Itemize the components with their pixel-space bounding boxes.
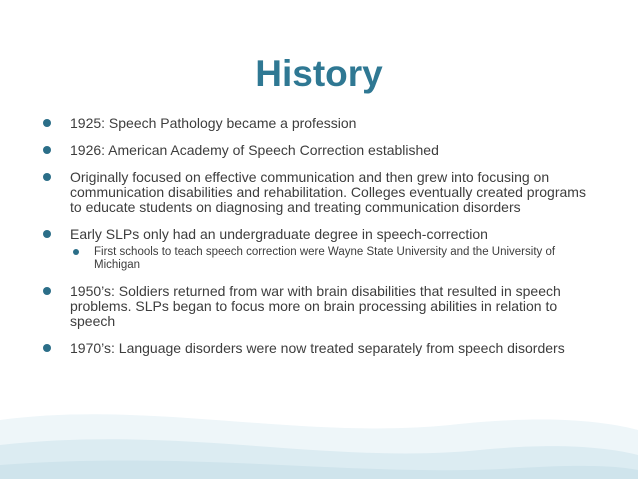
- bullet-item: [40, 143, 600, 158]
- sub-bullet-dot-icon: [73, 249, 79, 255]
- bullet-item: [40, 227, 600, 272]
- bullet-list: [40, 116, 600, 368]
- bullet-text: 1970’s: Language disorders were now treated separately from speech disorders: [70, 340, 565, 356]
- bullet-text: Early SLPs only had an undergraduate degree in speech-correction: [70, 226, 488, 242]
- bullet-dot-icon: [43, 146, 51, 154]
- sub-bullet-item: [70, 246, 600, 272]
- bullet-text: 1950’s: Soldiers returned from war with brain disabilities that resulted in speech problems. SLPs began to focus more on brain processing abilities in relation to speech: [70, 283, 561, 329]
- bullet-item: [40, 116, 600, 131]
- slide-title: History: [255, 53, 383, 94]
- bullet-dot-icon: [43, 173, 51, 181]
- bullet-item: [40, 170, 600, 215]
- bullet-item: [40, 341, 600, 356]
- bullet-text: 1925: Speech Pathology became a profession: [70, 115, 357, 131]
- bullet-dot-icon: [43, 344, 51, 352]
- bullet-text: Originally focused on effective communication and then grew into focusing on communication disabilities and rehabilitation. Colleges eventually created programs to educate students on diagnosing and treating communication disorders: [70, 169, 586, 215]
- sub-bullet-list: [70, 246, 600, 272]
- sub-bullet-text: First schools to teach speech correction were Wayne State University and the University of Michigan: [94, 246, 556, 271]
- bullet-dot-icon: [43, 230, 51, 238]
- bullet-dot-icon: [43, 119, 51, 127]
- bullet-text: 1926: American Academy of Speech Correction established: [70, 142, 439, 158]
- bullet-dot-icon: [43, 287, 51, 295]
- bullet-item: [40, 284, 600, 329]
